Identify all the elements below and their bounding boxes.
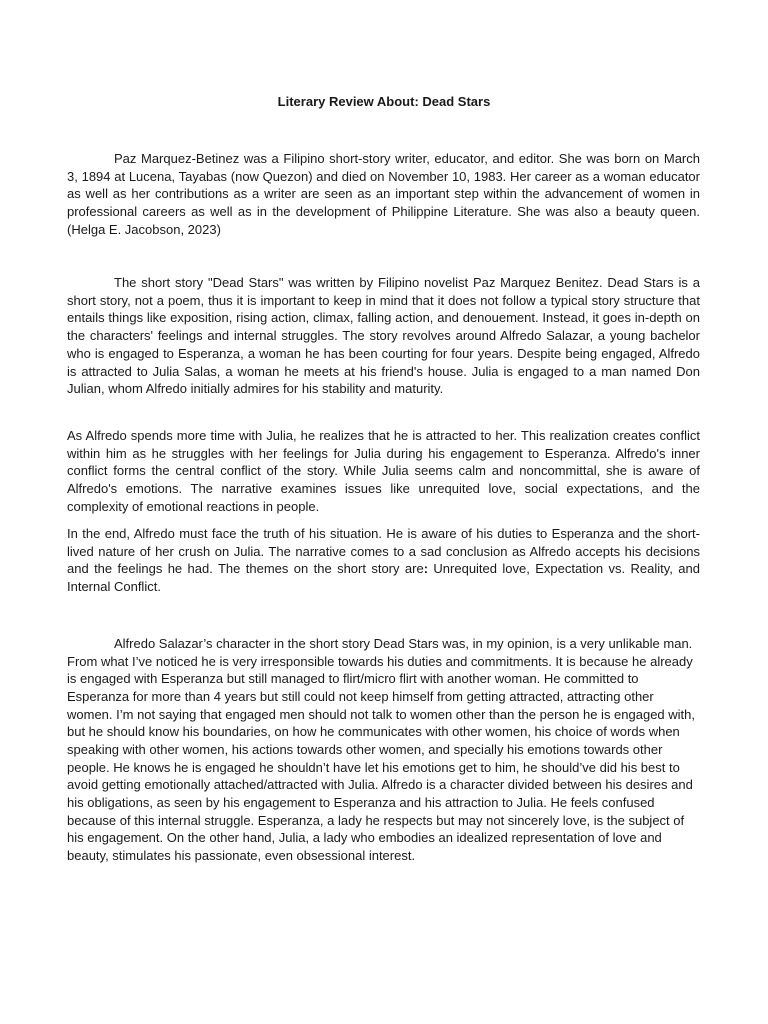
paragraph-character-opinion: Alfredo Salazar’s character in the short story Dead Stars was, in my opinion, is a very unlikable man. From what I’ve noticed he is very irresponsible towards his duties and commitments. It is because he already is engaged with Esperanza but still managed to flirt/micro flirt with another woman. He committed to Esperanza for more than 4 years but still could not keep himself from getting attracted, attracting other women. I’m not saying that engaged men should not talk to women other than the person he is engaged with, but he should know his boundaries, on how he communicates with other women, his choice of words when speaking with other women, his actions towards other women, and specially his emotions towards other people. He knows he is engaged he shouldn’t have let his emotions get to him, he should’ve did his best to avoid getting emotionally attached/attracted with Julia. Alfredo is a character divided between his desires and his obligations, as seen by his engagement to Esperanza and his attraction to Julia. He feels confused because of this internal struggle. Esperanza, a lady he respects but may not sincerely love, is the subject of his engagement. On the other hand, Julia, a lady who embodies an idealized representation of love and beauty, stimulates his passionate, even obsessional interest. — [67, 636, 696, 863]
paragraph-story-summary: The short story "Dead Stars" was written by Filipino novelist Paz Marquez Benitez. Dead Stars is a short story, not a poem, thus it is important to keep in mind that it does not follow a typical story structure that entails things like exposition, rising action, climax, falling action, and denouement. Instead, it goes in-depth on the characters' feelings and internal struggles. The story revolves around Alfredo Salazar, a young bachelor who is engaged to Esperanza, a woman he has been courting for four years. Despite being engaged, Alfredo is attracted to Julia Salas, a woman he meets at his friend's house. Julia is engaged to a man named Don Julian, whom Alfredo initially admires for his stability and maturity. — [67, 275, 700, 397]
paragraph-conflict: As Alfredo spends more time with Julia, he realizes that he is attracted to her. This realization creates conflict within him as he struggles with her feelings for Julia during his engagement to Esperanza. Alfredo's inner conflict forms the central conflict of the story. While Julia seems calm and noncommittal, she is aware of Alfredo's emotions. The narrative examines issues like unrequited love, social expectations, and the complexity of emotional reactions in people. — [67, 428, 700, 514]
themes-lead-text: In the end, Alfredo must face the truth of his situation. He is aware of his duties to Esperanza and the short-lived nature of her crush on Julia. The narrative comes to a sad conclusion as Alfredo accepts his decisions and the feelings he had. The themes on the short story are — [67, 526, 700, 577]
paragraph-author-bio: Paz Marquez-Betinez was a Filipino short-story writer, educator, and editor. She was born on March 3, 1894 at Lucena, Tayabas (now Quezon) and died on November 10, 1983. Her career as a woman educator as well as her contributions as a writer are seen as an important step within the advancement of women in professional careers as well as in the development of Philippine Literature. She was also a beauty queen. (Helga E. Jacobson, 2023) — [67, 151, 700, 237]
themes-colon: : — [423, 561, 429, 577]
document-title: Literary Review About: Dead Stars — [277, 94, 491, 109]
paragraph-conclusion-themes — [67, 525, 700, 596]
themes-list-text: Unrequited love, Expectation vs. Reality, and Internal Conflict. — [67, 561, 700, 595]
